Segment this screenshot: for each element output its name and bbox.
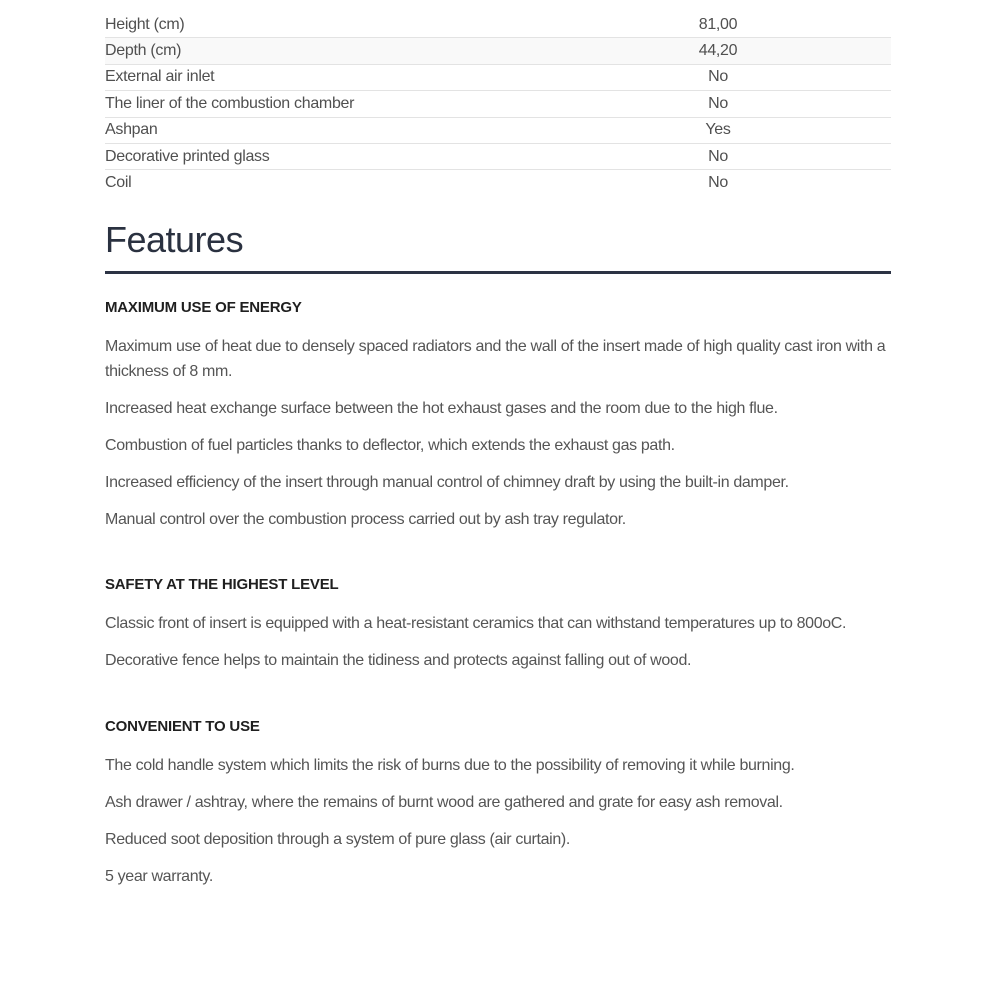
spec-label: The liner of the combustion chamber	[105, 91, 635, 117]
spec-label: Height (cm)	[105, 12, 635, 38]
table-row	[105, 12, 891, 38]
feature-paragraph: Reduced soot deposition through a system of pure glass (air curtain).	[105, 830, 570, 848]
spec-value: 44,20	[635, 38, 891, 64]
section-heading: SAFETY AT THE HIGHEST LEVEL	[105, 575, 339, 593]
feature-paragraph: The cold handle system which limits the risk of burns due to the possibility of removing it while burning.	[105, 756, 795, 774]
spec-label: External air inlet	[105, 64, 635, 90]
feature-paragraph: Decorative fence helps to maintain the tidiness and protects against falling out of wood.	[105, 651, 692, 669]
spec-value: No	[635, 64, 891, 90]
table-row	[105, 91, 891, 117]
table-row	[105, 117, 891, 143]
spec-value: No	[635, 143, 891, 169]
feature-paragraph: Classic front of insert is equipped with a heat-resistant ceramics that can withstand temperatures up to 800oC.	[105, 614, 847, 632]
spec-value: No	[635, 91, 891, 117]
spec-label: Depth (cm)	[105, 38, 635, 64]
feature-paragraph: 5 year warranty.	[105, 867, 213, 885]
table-row	[105, 143, 891, 169]
feature-paragraph: Maximum use of heat due to densely spaced radiators and the wall of the insert made of high quality cast iron with a thickness of 8 mm.	[105, 337, 886, 380]
feature-paragraph: Increased efficiency of the insert through manual control of chimney draft by using the built-in damper.	[105, 473, 789, 491]
table-row	[105, 38, 891, 64]
feature-section-energy	[105, 298, 891, 532]
specifications-table	[105, 12, 891, 196]
spec-value: Yes	[635, 117, 891, 143]
spec-label: Coil	[105, 174, 132, 192]
features-title: Features	[105, 218, 244, 260]
spec-value: No	[708, 174, 728, 192]
table-row	[105, 170, 891, 196]
feature-section-convenience	[105, 717, 891, 889]
feature-section-safety	[105, 575, 891, 673]
feature-paragraph: Ash drawer / ashtray, where the remains of burnt wood are gathered and grate for easy ash removal.	[105, 793, 783, 811]
feature-paragraph: Increased heat exchange surface between the hot exhaust gases and the room due to the high flue.	[105, 399, 778, 417]
section-heading: CONVENIENT TO USE	[105, 717, 260, 735]
table-row	[105, 64, 891, 90]
spec-label: Ashpan	[105, 117, 635, 143]
page-content	[105, 12, 891, 901]
feature-paragraph: Manual control over the combustion process carried out by ash tray regulator.	[105, 510, 626, 528]
title-divider	[105, 271, 891, 274]
spec-value: 81,00	[635, 12, 891, 38]
section-heading: MAXIMUM USE OF ENERGY	[105, 298, 302, 316]
feature-paragraph: Combustion of fuel particles thanks to deflector, which extends the exhaust gas path.	[105, 436, 675, 454]
spec-label: Decorative printed glass	[105, 143, 635, 169]
